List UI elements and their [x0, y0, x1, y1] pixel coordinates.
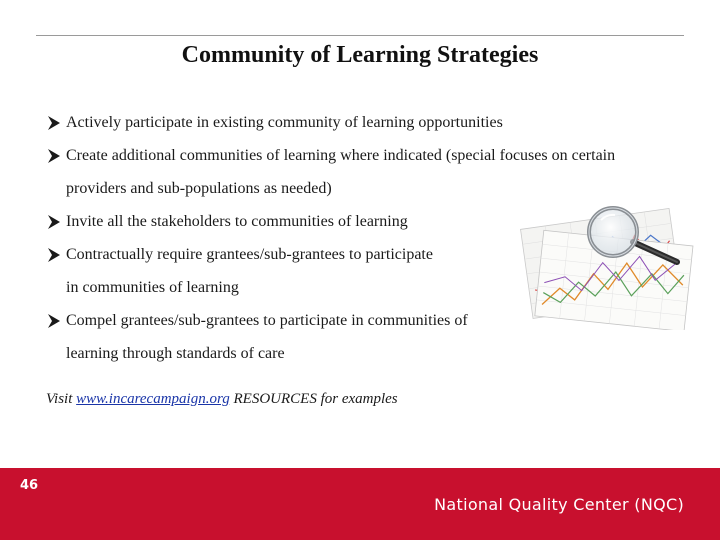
bullet-text: Compel grantees/sub-grantees to participate in communities of: [66, 312, 468, 329]
campaign-link[interactable]: www.incarecampaign.org: [76, 391, 230, 407]
bullet-item: [46, 112, 686, 145]
bullet-text: Invite all the stakeholders to communities of learning: [66, 213, 408, 230]
bullet-continuation: [46, 343, 686, 376]
bullet-text: Create additional communities of learning where indicated (special focuses on certain: [66, 147, 616, 164]
page-number: 46: [20, 478, 39, 493]
bullet-text: in communities of learning: [66, 279, 239, 296]
arrow-bullet-icon: [46, 310, 62, 332]
arrow-bullet-icon: [46, 112, 62, 134]
visit-suffix: RESOURCES for examples: [229, 391, 398, 407]
arrow-bullet-icon: [46, 145, 62, 167]
organization-logo-text: National Quality Center (NQC): [434, 495, 684, 514]
top-rule: [36, 35, 684, 36]
bullet-text: Contractually require grantees/sub-grantees to participate: [66, 246, 433, 263]
magnifier-over-charts-icon: [505, 190, 715, 330]
slide-title: Community of Learning Strategies: [181, 42, 539, 68]
bullet-text: learning through standards of care: [66, 345, 285, 362]
visit-prefix: Visit: [46, 391, 77, 407]
visit-line: [46, 391, 398, 408]
bullet-text: Actively participate in existing community of learning opportunities: [66, 114, 503, 131]
footer-bar: [0, 468, 720, 540]
arrow-bullet-icon: [46, 244, 62, 266]
bullet-item: [46, 145, 686, 178]
arrow-bullet-icon: [46, 211, 62, 233]
bullet-text: providers and sub-populations as needed): [66, 180, 332, 197]
